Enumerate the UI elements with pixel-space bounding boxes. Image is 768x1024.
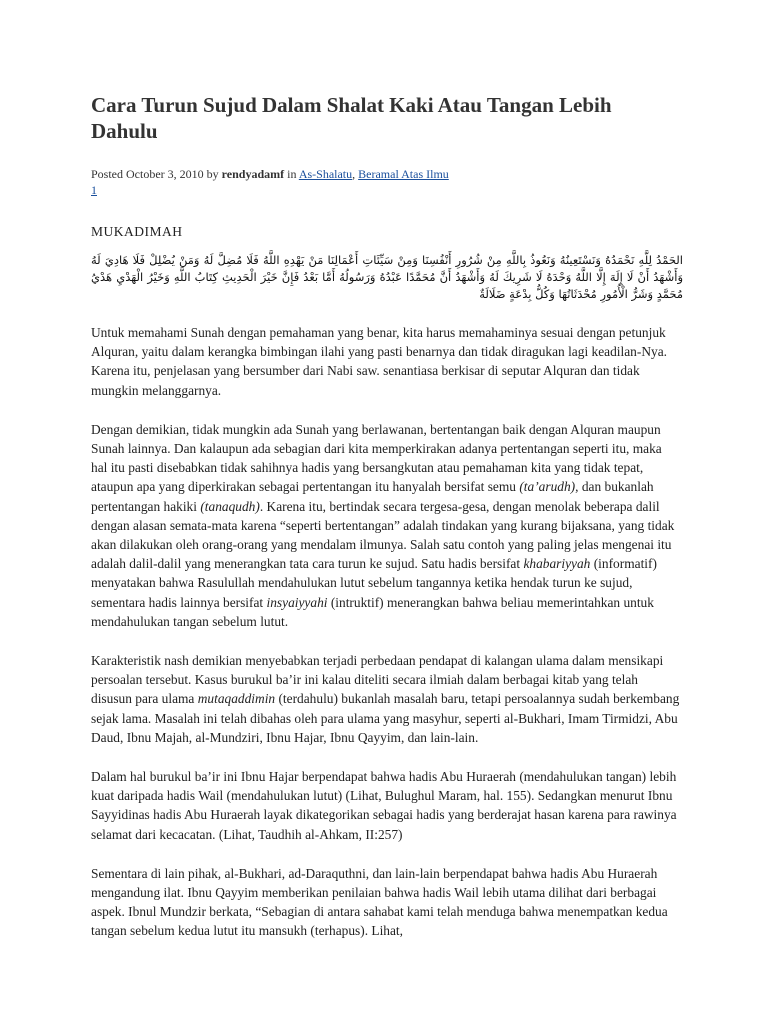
section-heading: MUKADIMAH [91,224,183,239]
paragraph-3 [91,651,681,747]
post-author: rendyadamf [221,167,285,181]
paragraph-2-text-3: . Karena itu, bertindak secara tergesa-gesa, dengan menolak beberapa dalil dengan alasan semata-mata karena “seperti bertentangan” adalah tindakan yang kurang bijaksana, yang tidak akan dilakukan oleh orang-orang yang mendalam ilmunya. Salah satu contoh yang paling jelas mengenai itu adalah dalil-dalil yang menerangkan tata cara turun ke sujud. Satu hadis bersifat [91,498,675,572]
comment-count-link[interactable]: 1 [91,183,97,197]
article-title: Cara Turun Sujud Dalam Shalat Kaki Atau Tangan Lebih Dahulu [91,93,612,143]
article [91,92,681,961]
paragraph-2-text-1: Dengan demikian, tidak mungkin ada Sunah yang berlawanan, bertentangan baik dengan Alquran maupun Sunah lainnya. Dan kalaupun ada sebagian dari kita memperkirakan adanya pertentangan seperti itu, maka hal itu pasti disebabkan tidak sahihnya hadis yang bersangkutan atau pemahaman kita yang tidak tepat, ataupun apa yang diperkirakan sebagai pertentangan itu hanyalah bersifat semu [91,421,662,495]
paragraph-2-term-taarudh: (ta’arudh) [519,479,576,495]
paragraph-4: Dalam hal burukul ba’ir ini Ibnu Hajar berpendapat bahwa hadis Abu Huraerah (mendahulukan tangan) lebih kuat daripada hadis Wail (mendahulukan lutut) (Lihat, Bulughul Maram, hal. 155). Sedangkan menurut Ibnu Sayyidinas hadis Abu Huraerah layak dikategorikan sebagai hadis yang berderajat hasan karena para rawinya selamat dari kecacatan. (Lihat, Taudhih al-Ahkam, II:257) [91,769,677,842]
paragraph-1: Untuk memahami Sunah dengan pemahaman yang benar, kita harus memahaminya sesuai dengan petunjuk Alquran, yaitu dalam kerangka bimbingan ilahi yang pasti benarnya dan tidak diragukan lagi keadilan-Nya. Karena itu, penjelasan yang bersumber dari Nabi saw. senantiasa berkisar di seputar Alquran dan tidak mungkin melanggarnya. [91,325,667,398]
paragraph-2-term-khabariyyah: khabariyyah [523,556,591,572]
paragraph-3-term-mutaqaddimin: mutaqaddimin [197,691,276,707]
posted-label: Posted [91,167,124,181]
paragraph-2 [91,420,681,631]
category-link-beramal-atas-ilmu[interactable]: Beramal Atas Ilmu [358,167,449,181]
paragraph-2-text-4: (informatif) menyatakan bahwa Rasulullah mendahulukan lutut sebelum tangannya ketika hendak turun ke sujud, sementara hadis lainnya bersifat [91,556,657,610]
paragraph-2-term-insyaiyyahi: insyaiyyahi [266,594,328,610]
post-meta [91,166,681,198]
by-label: by [206,167,219,181]
category-separator: , [352,167,356,181]
category-link-as-shalatu[interactable]: As-Shalatu [298,167,353,181]
paragraph-5: Sementara di lain pihak, al-Bukhari, ad-Daraquthni, dan lain-lain berpendapat bahwa hadis Abu Huraerah mengandung ilat. Ibnu Qayyim memberikan penilaian bahwa hadis Wail lebih utama dilihat dari berbagai aspek. Ibnul Mundzir berkata, “Sebagian di antara sahabat kami telah menduga bahwa menempatkan kedua tangan sebelum kedua lutut itu mansukh (terhapus). Lihat, [91,865,668,939]
paragraph-2-text-5: (intruktif) menerangkan bahwa beliau memerintahkan untuk mendahulukan tangan sebelum lutut. [91,594,654,629]
in-label: in [287,167,297,181]
arabic-opening-text: الحَمْدُ لِلَّهِ نَحْمَدُهُ وَنَسْتَعِينُهُ وَنَعُوذُ بِاللَّهِ مِنْ شُرُورِ أَنْفُسِنَا وَمِنْ سَيِّئَاتِ أَعْمَالِنَا مَنْ يَهْدِهِ اللَّهُ فَلَا مُضِلَّ لَهُ وَمَنْ يُضْلِلْ فَلَا هَادِيَ لَهُ وَأَشْهَدُ أَنْ لَا إِلَهَ إِلَّا اللَّهُ وَحْدَهُ لَا شَرِيكَ لَهُ وَأَشْهَدُ أَنَّ مُحَمَّدًا عَبْدُهُ وَرَسُولُهُ أَمَّا بَعْدُ فَإِنَّ خَيْرَ الْحَدِيثِ كِتَابُ اللَّهِ وَخَيْرُ الْهَدْيِ هَدْيُ مُحَمَّدٍ وَشَرُّ الْأُمُورِ مُحْدَثَاتُهَا وَكُلُّ بِدْعَةٍ ضَلَالَةٌ [91,253,683,301]
paragraph-2-text-2: , dan bukanlah pertentangan hakiki [91,479,654,514]
paragraph-3-text-1: Karakteristik nash demikian menyebabkan terjadi perbedaan pendapat di kalangan ulama dalam mensikapi persoalan tersebut. Kasus burukul ba’ir ini kalau diteliti secara ilmiah dalam berbagai kitab yang telah disusun para ulama [91,653,664,707]
post-date: October 3, 2010 [126,167,204,181]
paragraph-3-text-2: (terdahulu) bukanlah masalah baru, tetapi persoalannya sudah berkembang sejak lama. Masalah ini telah dibahas oleh para ulama yang masyhur, seperti al-Bukhari, Imam Tirmidzi, Abu Daud, Ibnu Majah, al-Mundziri, Ibnu Hajar, Ibnu Qayyim, dan lain-lain. [91,691,680,745]
paragraph-2-term-tanaqudh: (tanaqudh) [200,498,260,514]
